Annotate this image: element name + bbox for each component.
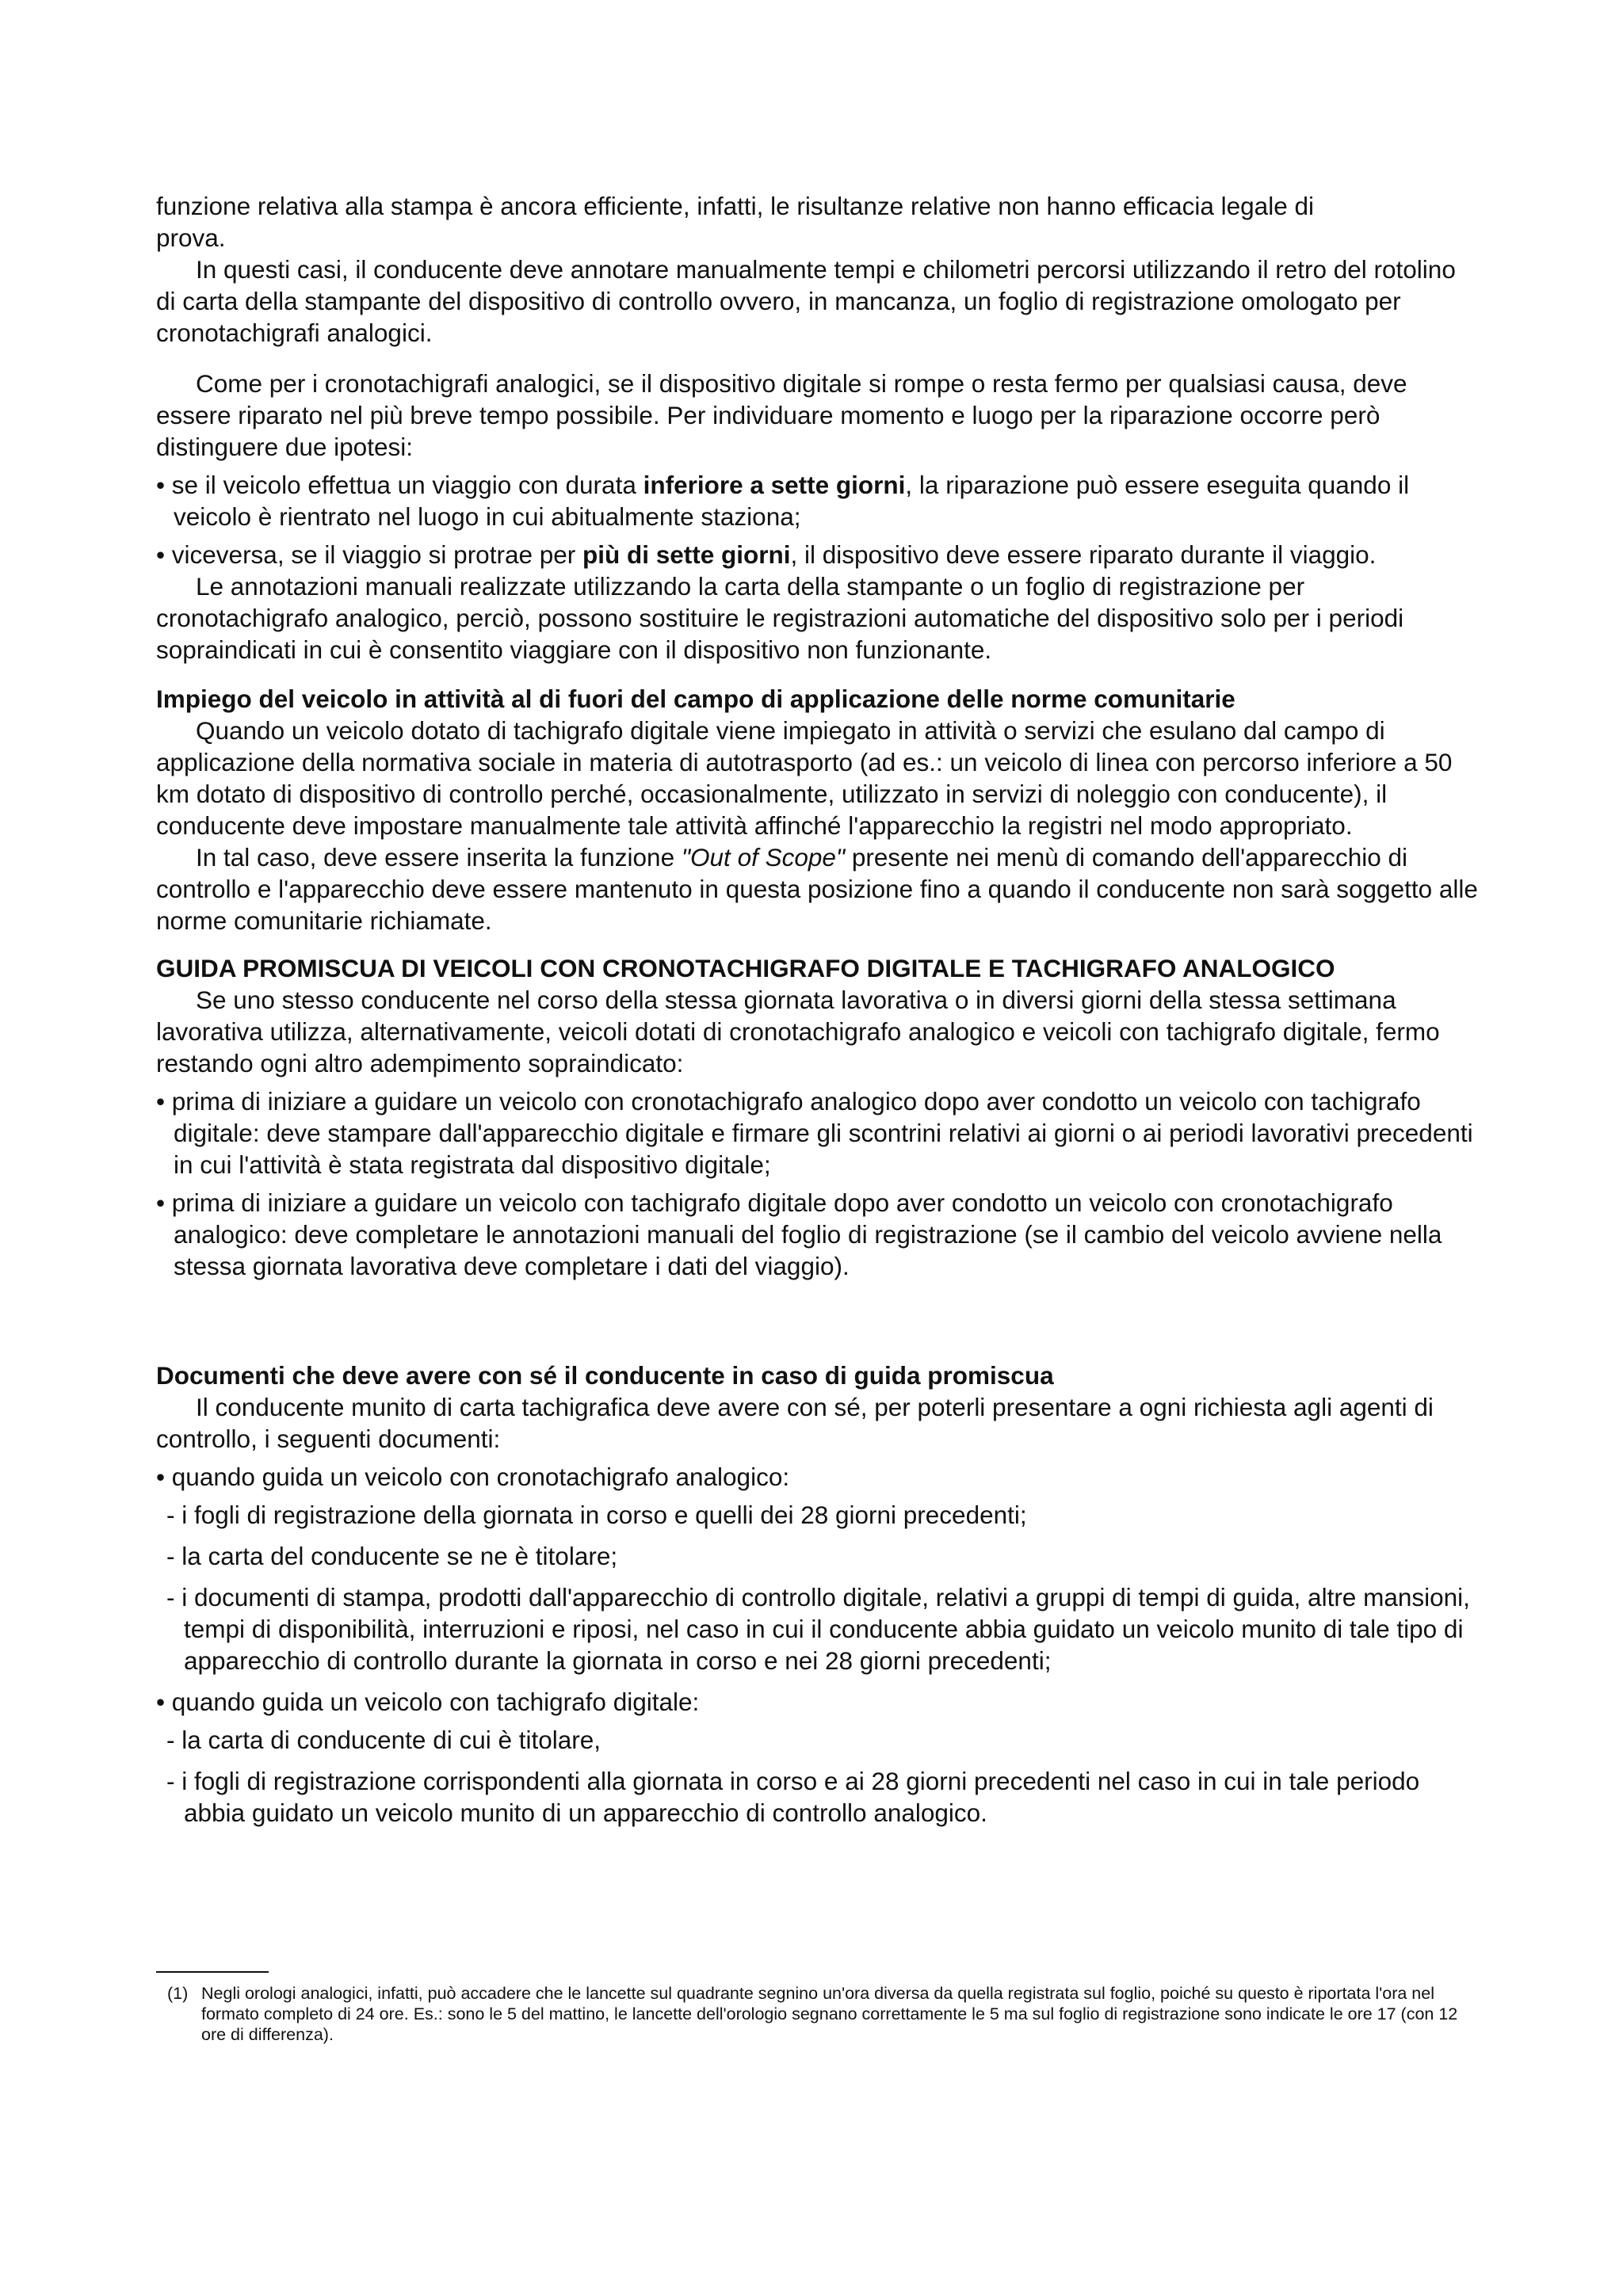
section-3-dash-4: - la carta di conducente di cui è titolare, <box>166 1726 601 1754</box>
intro-paragraph-1 <box>156 190 1481 254</box>
section-3-paragraph-1: Il conducente munito di carta tachigrafica deve avere con sé, per poterli presentare a ogni richiesta agli agenti di controllo, i seguenti documenti: <box>156 1393 1434 1453</box>
footnote-text: Negli orologi analogici, infatti, può accadere che le lancette sul quadrante segnino un'ora diversa da quella registrata sul foglio, poiché su questo è riportata l'ora nel formato completo di 24 ore. Es.: sono le 5 del mattino, le lancette dell'orologio segnano correttamente le 5 ma sul foglio di registrazione sono indicate le ore 17 (con 12 ore di differenza). <box>201 1984 1458 2044</box>
intro-bullet-1-pre: • se il veicolo effettua un viaggio con durata <box>156 471 643 499</box>
intro-bullet-1-post: , la riparazione può essere eseguita quando il veicolo è rientrato nel luogo in cui abitualmente staziona; <box>174 471 1410 531</box>
section-3-bullet-2: • quando guida un veicolo con tachigrafo digitale: <box>156 1688 700 1716</box>
intro-paragraph-2: In questi casi, il conducente deve annotare manualmente tempi e chilometri percorsi utilizzando il retro del rotolino di carta della stampante del dispositivo di controllo ovvero, in mancanza, un foglio di registrazione omologato per cronotachigrafi analogici. <box>156 255 1456 347</box>
out-of-scope-term: "Out of Scope" <box>681 843 846 871</box>
intro-bullet-2-post: , il dispositivo deve essere riparato durante il viaggio. <box>790 540 1377 569</box>
intro-bullet-2-pre: • viceversa, se il viaggio si protrae per <box>156 540 583 569</box>
intro-line-1: funzione relativa alla stampa è ancora efficiente, infatti, le risultanze relative non hanno efficacia legale di <box>156 192 1314 220</box>
section-1-paragraph-2-post: presente nei menù di comando dell'apparecchio di controllo e l'apparecchio deve essere mantenuto in questa posizione fino a quando il conducente non sarà soggetto alle norme comunitarie richiamate. <box>156 843 1478 935</box>
section-3-dash-3: - i documenti di stampa, prodotti dall'apparecchio di controllo digitale, relativi a gruppi di tempi di guida, altre mansioni, tempi di disponibilità, interruzioni e riposi, nel caso in cui il conducente abbia guidato un veicolo munito di tale tipo di apparecchio di controllo durante la giornata in corso e nei 28 giorni precedenti; <box>166 1583 1470 1675</box>
section-2-bullet-1: • prima di iniziare a guidare un veicolo con cronotachigrafo analogico dopo aver condotto un veicolo con tachigrafo digitale: deve stampare dall'apparecchio digitale e firmare gli scontrini relativi ai giorni o ai periodi lavorativi precedenti in cui l'attività è stata registrata dal dispositivo digitale; <box>156 1087 1473 1179</box>
intro-paragraph-3: Come per i cronotachigrafi analogici, se il dispositivo digitale si rompe o resta fermo per qualsiasi causa, deve essere riparato nel più breve tempo possibile. Per individuare momento e luogo per la riparazione occorre però distinguere due ipotesi: <box>156 369 1407 461</box>
section-2-bullet-2: • prima di iniziare a guidare un veicolo con tachigrafo digitale dopo aver condotto un veicolo con cronotachigrafo analogico: deve completare le annotazioni manuali del foglio di registrazione (se il cambio del veicolo avviene nella stessa giornata lavorativa deve completare i dati del viaggio). <box>156 1188 1442 1280</box>
section-3-dash-5: - i fogli di registrazione corrispondenti alla giornata in corso e ai 28 giorni precedenti nel caso in cui in tale periodo abbia guidato un veicolo munito di un apparecchio di controllo analogico. <box>166 1767 1420 1827</box>
section-1-paragraph-2-pre: In tal caso, deve essere inserita la funzione <box>196 843 682 871</box>
section-3-dash-1: - i fogli di registrazione della giornata in corso e quelli dei 28 giorni precedenti; <box>166 1501 1027 1529</box>
intro-bullet-2 <box>156 539 1481 570</box>
section-2-paragraph-1: Se uno stesso conducente nel corso della stessa giornata lavorativa o in diversi giorni della stessa settimana lavorativa utilizza, alternativamente, veicoli dotati di cronotachigrafo analogico e veicoli con tachigrafo digitale, fermo restando ogni altro adempimento sopraindicato: <box>156 986 1440 1077</box>
footnote-separator <box>156 1971 269 1973</box>
page-body <box>156 190 1481 1829</box>
intro-bullet-1 <box>156 469 1481 532</box>
section-1-paragraph-1: Quando un veicolo dotato di tachigrafo digitale viene impiegato in attività o servizi che esulano dal campo di applicazione della normativa sociale in materia di autotrasporto (ad es.: un veicolo di linea con percorso inferiore a 50 km dotato di dispositivo di controllo perché, occasionalmente, utilizzato in servizi di noleggio con conducente), il conducente deve impostare manualmente tale attività affinché l'apparecchio la registri nel modo appropriato. <box>156 716 1453 840</box>
footnote <box>156 1983 1481 2045</box>
section-3-dash-2: - la carta del conducente se ne è titolare; <box>166 1542 618 1570</box>
section-1-paragraph-2 <box>156 841 1481 936</box>
footnote-number: (1) <box>167 1984 189 2003</box>
intro-paragraph-4: Le annotazioni manuali realizzate utilizzando la carta della stampante o un foglio di registrazione per cronotachigrafo analogico, perciò, possono sostituire le registrazioni automatiche del dispositivo solo per i periodi sopraindicati in cui è consentito viaggiare con il dispositivo non funzionante. <box>156 572 1404 664</box>
section-2-heading: GUIDA PROMISCUA DI VEICOLI CON CRONOTACHIGRAFO DIGITALE E TACHIGRAFO ANALOGICO <box>156 954 1335 982</box>
section-3-bullet-1: • quando guida un veicolo con cronotachigrafo analogico: <box>156 1463 790 1491</box>
intro-bullet-2-bold: più di sette giorni <box>582 540 791 569</box>
section-3-heading: Documenti che deve avere con sé il conducente in caso di guida promiscua <box>156 1361 1054 1390</box>
intro-line-2: prova. <box>156 223 226 252</box>
intro-bullet-1-bold: inferiore a sette giorni <box>643 471 906 499</box>
section-1-heading: Impiego del veicolo in attività al di fuori del campo di applicazione delle norme comunitarie <box>156 685 1235 713</box>
